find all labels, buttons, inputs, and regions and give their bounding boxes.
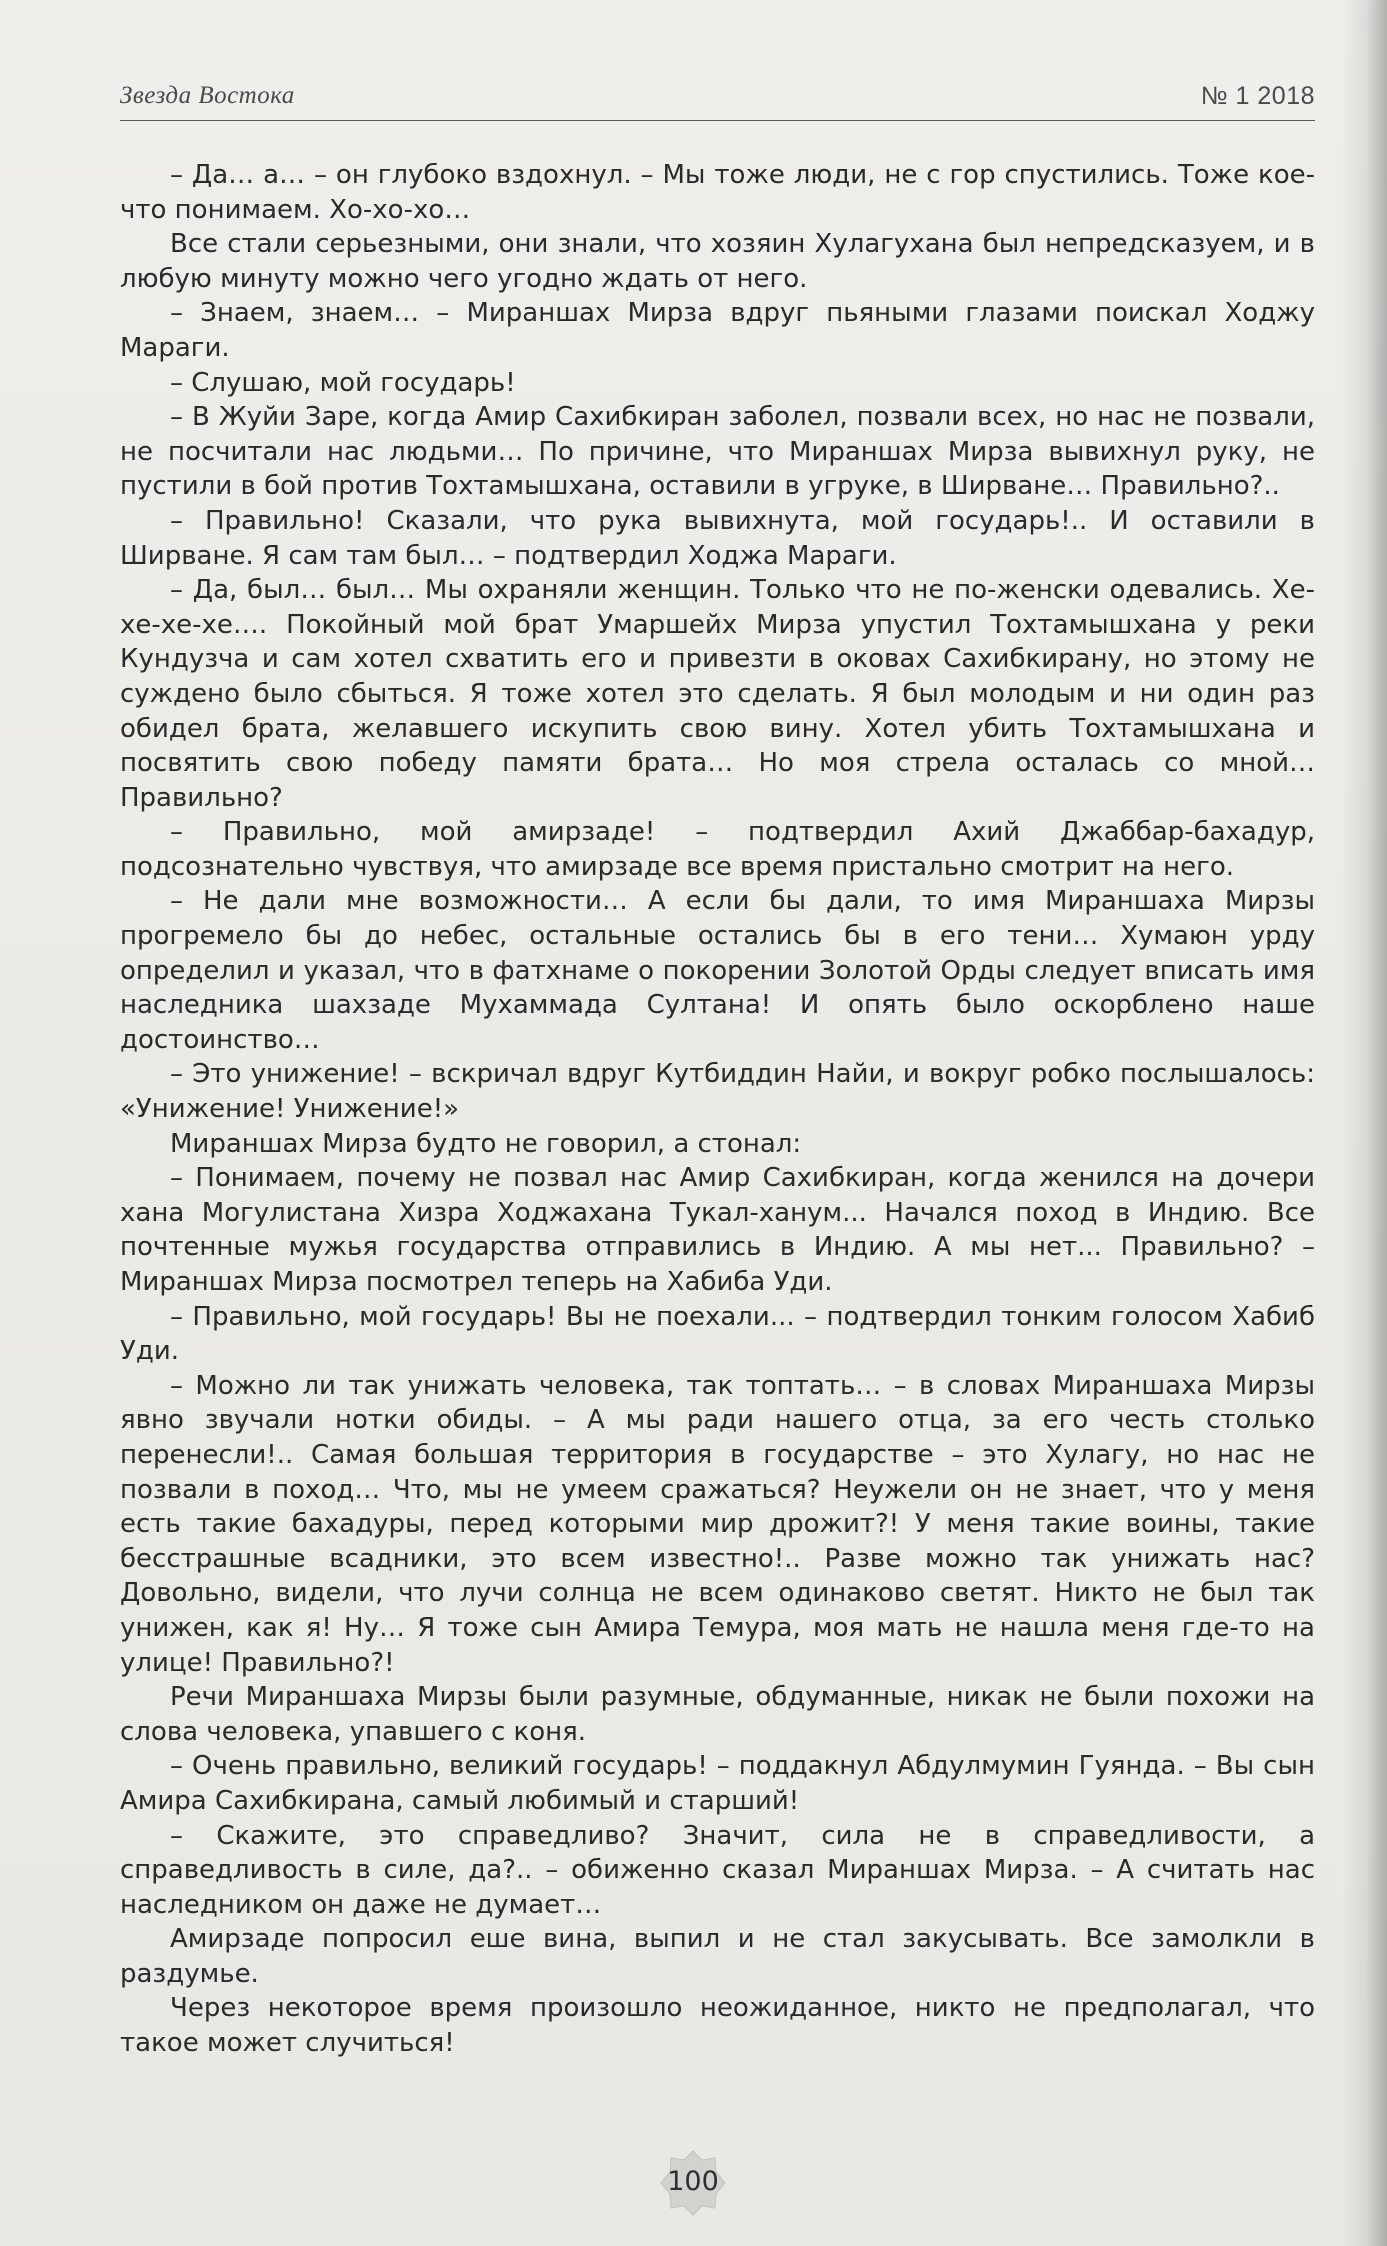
paragraph: Амирзаде попросил еше вина, выпил и не стал закусывать. Все замолкли в раздумье. [120, 1924, 1315, 1989]
issue-number: № 1 2018 [1200, 82, 1315, 110]
paragraph: – Да… а… – он глубоко вздохнул. – Мы тоже люди, не с гор спустились. Тоже кое-что понимаем. Хо-хо-хо… [120, 160, 1315, 225]
spine-shadow [1341, 0, 1387, 2246]
page-number: 100 [667, 2166, 719, 2197]
paragraph: – Не дали мне возможности… А если бы дали, то имя Мираншаха Мирзы прогремело бы до небес, остальные остались бы в его тени… Хумаюн урду определил и указал, что в фатхнаме о покорении Золотой Орды следует вписать имя наследника шахзаде Мухаммада Султана! И опять было оскорблено наше достоинство… [120, 886, 1315, 1055]
paragraph: – Да, был… был… Мы охраняли женщин. Только что не по-женски одевались. Хе-хе-хе-хе…. Покойный мой брат Умаршейх Мирза упустил Тохтамышхана у реки Кундузча и сам хотел схватить его и привезти в оковах Сахибкирану, но этому не суждено было сбыться. Я тоже хотел это сделать. Я был молодым и ни один раз обидел брата, желавшего искупить свою вину. Хотел убить Тохтамышхана и посвятить свою победу памяти брата… Но моя стрела осталась со мной… Правильно? [120, 575, 1315, 813]
paragraph: – Правильно! Сказали, что рука вывихнута, мой государь!.. И оставили в Ширване. Я сам там был… – подтвердил Ходжа Мараги. [120, 505, 1315, 571]
paragraph: – Очень правильно, великий государь! – поддакнул Абдулмумин Гуянда. – Вы сын Амира Сахибкирана, самый любимый и старший! [120, 1751, 1315, 1816]
paragraph: Через некоторое время произошло неожиданное, никто не предполагал, что такое может случиться! [120, 1993, 1315, 2059]
paragraph: Все стали серьезными, они знали, что хозяин Хулагухана был непредсказуем, и в любую минуту можно чего угодно ждать от него. [120, 229, 1315, 294]
paragraph: – Слушаю, мой государь! [170, 367, 516, 398]
running-header [120, 82, 1315, 122]
header-rule [120, 120, 1315, 121]
paragraph: Мираншах Мирза будто не говорил, а стонал: [170, 1128, 802, 1159]
paragraph: – Правильно, мой государь! Вы не поехали... – подтвердил тонким голосом Хабиб Уди. [120, 1301, 1315, 1367]
paragraph: – Понимаем, почему не позвал нас Амир Сахибкиран, когда женился на дочери хана Могулистана Хизра Ходжахана Тукал-ханум... Начался поход в Индию. Все почтенные мужья государства отправились в Индию. А мы нет... Правильно? – Мираншах Мирза посмотрел теперь на Хабиба Уди. [120, 1163, 1315, 1297]
paragraph: – Знаем, знаем… – Мираншах Мирза вдруг пьяными глазами поискал Ходжу Мараги. [120, 298, 1315, 363]
paragraph: – В Жуйи Заре, когда Амир Сахибкиран заболел, позвали всех, но нас не позвали, не посчитали нас людьми… По причине, что Мираншах Мирза вывихнул руку, не пустили в бой против Тохтамышхана, оставили в угруке, в Ширване… Правильно?.. [120, 402, 1315, 502]
paragraph: Речи Мираншаха Мирзы были разумные, обдуманные, никак не были похожи на слова человека, упавшего с коня. [120, 1682, 1315, 1747]
body-text [120, 158, 1315, 2061]
paragraph: – Правильно, мой амирзаде! – подтвердил Ахий Джаббар-бахадур, подсознательно чувствуя, что амирзаде все время пристально смотрит на него. [120, 817, 1315, 882]
page-number-block [638, 2148, 748, 2220]
paragraph: – Скажите, это справедливо? Значит, сила не в справедливости, а справедливость в силе, да?.. – обиженно сказал Мираншах Мирза. – А считать нас наследником он даже не думает… [120, 1820, 1315, 1920]
paragraph: – Это унижение! – вскричал вдруг Кутбиддин Найи, и вокруг робко послышалось: «Унижение! Унижение!» [120, 1059, 1315, 1125]
paragraph: – Можно ли так унижать человека, так топтать… – в словах Мираншаха Мирзы явно звучали нотки обиды. – А мы ради нашего отца, за его честь столько перенесли!.. Самая большая территория в государстве – это Хулагу, но нас не позвали в поход… Что, мы не умеем сражаться? Неужели он не знает, что у меня есть такие бахадуры, перед которыми мир дрожит?! У меня такие воины, такие бесстрашные всадники, это всем известно!.. Разве можно так унижать нас? Довольно, видели, что лучи солнца не всем одинаково светят. Никто не был так унижен, как я! Ну… Я тоже сын Амира Темура, моя мать не нашла меня где-то на улице! Правильно?! [120, 1370, 1315, 1678]
journal-name: Звезда Востока [120, 82, 295, 109]
